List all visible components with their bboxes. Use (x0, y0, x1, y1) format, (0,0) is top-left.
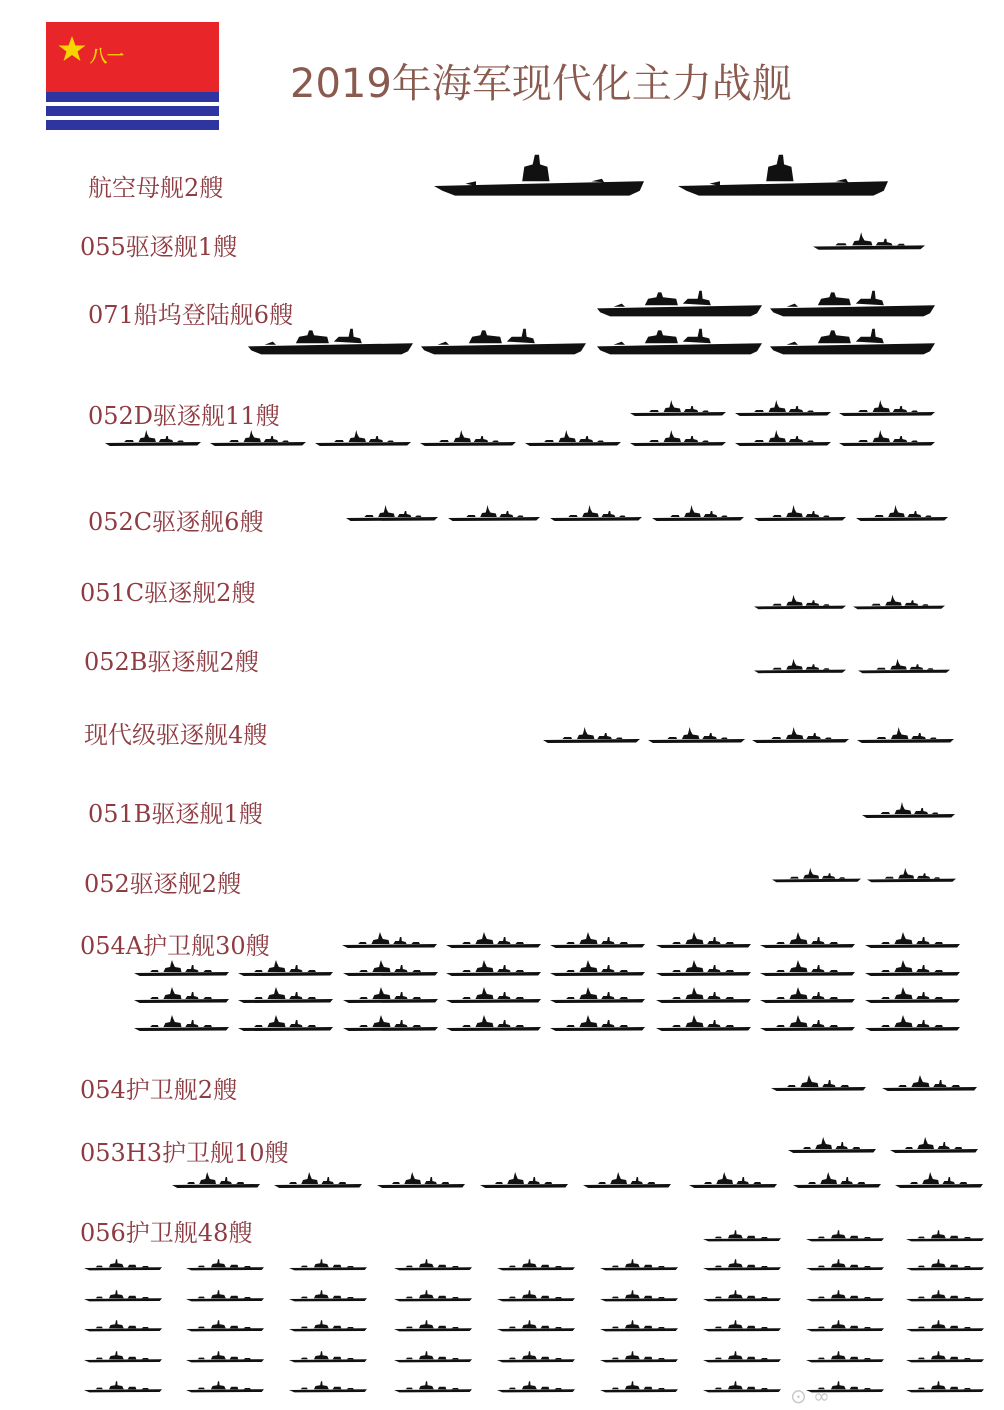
frigate-silhouette (550, 985, 645, 1005)
destroyer-silhouette (448, 503, 540, 523)
frigate-silhouette (890, 1135, 978, 1155)
corvette-silhouette (289, 1378, 367, 1394)
category-label: 052B驱逐舰2艘 (84, 648, 259, 676)
navy-flag (46, 22, 219, 132)
frigate-silhouette (446, 985, 541, 1005)
flag-red-field (46, 22, 219, 92)
corvette-silhouette (600, 1378, 678, 1394)
frigate-silhouette (342, 930, 437, 950)
destroyer-silhouette (856, 503, 948, 523)
corvette-silhouette (600, 1348, 678, 1364)
corvette-silhouette (806, 1348, 884, 1364)
corvette-silhouette (906, 1348, 984, 1364)
corvette-silhouette (186, 1348, 264, 1364)
destroyer-silhouette (550, 503, 642, 523)
landing-ship-silhouette (597, 324, 762, 356)
frigate-silhouette (550, 1013, 645, 1033)
corvette-silhouette (497, 1287, 575, 1303)
corvette-silhouette (289, 1256, 367, 1272)
corvette-silhouette (806, 1256, 884, 1272)
destroyer-silhouette (772, 866, 861, 884)
corvette-silhouette (703, 1348, 781, 1364)
frigate-silhouette (760, 985, 855, 1005)
frigate-silhouette (865, 930, 960, 950)
frigate-silhouette (583, 1170, 671, 1190)
frigate-silhouette (134, 958, 229, 978)
destroyer-silhouette (839, 428, 935, 448)
category-label: 054A护卫舰30艘 (80, 932, 270, 960)
frigate-silhouette (760, 930, 855, 950)
corvette-silhouette (806, 1287, 884, 1303)
frigate-silhouette (238, 985, 333, 1005)
frigate-silhouette (865, 985, 960, 1005)
frigate-silhouette (343, 985, 438, 1005)
frigate-silhouette (377, 1170, 465, 1190)
corvette-silhouette (289, 1287, 367, 1303)
corvette-silhouette (703, 1256, 781, 1272)
corvette-silhouette (806, 1227, 884, 1243)
frigate-silhouette (480, 1170, 568, 1190)
category-label: 052C驱逐舰6艘 (88, 508, 264, 536)
corvette-silhouette (289, 1348, 367, 1364)
destroyer-silhouette (857, 725, 954, 745)
destroyer-silhouette (543, 725, 640, 745)
frigate-silhouette (865, 1013, 960, 1033)
landing-ship-silhouette (421, 324, 586, 356)
destroyer-silhouette (525, 428, 621, 448)
corvette-silhouette (806, 1317, 884, 1333)
corvette-silhouette (703, 1378, 781, 1394)
category-label: 052驱逐舰2艘 (84, 870, 242, 898)
corvette-silhouette (906, 1378, 984, 1394)
frigate-silhouette (343, 1013, 438, 1033)
corvette-silhouette (394, 1256, 472, 1272)
frigate-silhouette (238, 958, 333, 978)
flag-stripe-blue-1 (46, 92, 219, 102)
corvette-silhouette (906, 1287, 984, 1303)
corvette-silhouette (394, 1378, 472, 1394)
corvette-silhouette (600, 1287, 678, 1303)
corvette-silhouette (186, 1256, 264, 1272)
frigate-silhouette (895, 1170, 983, 1190)
category-label: 054护卫舰2艘 (80, 1076, 238, 1104)
category-label: 071船坞登陆舰6艘 (88, 301, 294, 329)
destroyer-silhouette (652, 503, 744, 523)
frigate-silhouette (446, 930, 541, 950)
destroyer-silhouette (858, 657, 950, 675)
landing-ship-silhouette (770, 324, 935, 356)
flag-text: 八一 (90, 47, 124, 67)
page-title: 2019年海军现代化主力战舰 (290, 61, 792, 107)
frigate-silhouette (172, 1170, 260, 1190)
destroyer-silhouette (420, 428, 516, 448)
destroyer-silhouette (648, 725, 745, 745)
destroyer-silhouette (853, 593, 945, 611)
destroyer-silhouette (867, 866, 956, 884)
category-label: 051C驱逐舰2艘 (80, 579, 256, 607)
destroyer-silhouette (315, 428, 411, 448)
corvette-silhouette (186, 1287, 264, 1303)
destroyer-silhouette (210, 428, 306, 448)
frigate-silhouette (793, 1170, 881, 1190)
corvette-silhouette (703, 1317, 781, 1333)
corvette-silhouette (497, 1256, 575, 1272)
corvette-silhouette (84, 1287, 162, 1303)
destroyer-silhouette (105, 428, 201, 448)
corvette-silhouette (84, 1348, 162, 1364)
frigate-silhouette (656, 930, 751, 950)
corvette-silhouette (84, 1378, 162, 1394)
frigate-silhouette (550, 930, 645, 950)
frigate-silhouette (134, 1013, 229, 1033)
corvette-silhouette (703, 1227, 781, 1243)
category-label: 055驱逐舰1艘 (80, 233, 238, 261)
corvette-silhouette (497, 1378, 575, 1394)
corvette-silhouette (289, 1317, 367, 1333)
destroyer-silhouette (813, 230, 925, 252)
destroyer-silhouette (754, 503, 846, 523)
category-label: 053H3护卫舰10艘 (80, 1139, 289, 1167)
frigate-silhouette (865, 958, 960, 978)
frigate-silhouette (274, 1170, 362, 1190)
flag-stripe-blue-2 (46, 106, 219, 116)
category-label: 052D驱逐舰11艘 (88, 402, 280, 430)
destroyer-silhouette (754, 657, 846, 675)
frigate-silhouette (656, 958, 751, 978)
corvette-silhouette (600, 1317, 678, 1333)
destroyer-silhouette (630, 428, 726, 448)
frigate-silhouette (238, 1013, 333, 1033)
destroyer-silhouette (735, 428, 831, 448)
destroyer-silhouette (862, 800, 955, 820)
corvette-silhouette (186, 1317, 264, 1333)
destroyer-silhouette (735, 398, 831, 418)
destroyer-silhouette (346, 503, 438, 523)
corvette-silhouette (906, 1227, 984, 1243)
corvette-silhouette (497, 1348, 575, 1364)
destroyer-silhouette (839, 398, 935, 418)
corvette-silhouette (703, 1287, 781, 1303)
frigate-silhouette (134, 985, 229, 1005)
corvette-silhouette (497, 1317, 575, 1333)
frigate-silhouette (656, 985, 751, 1005)
corvette-silhouette (394, 1317, 472, 1333)
corvette-silhouette (906, 1256, 984, 1272)
corvette-silhouette (394, 1348, 472, 1364)
category-label: 航空母舰2艘 (88, 174, 224, 202)
category-label: 056护卫舰48艘 (80, 1219, 253, 1247)
frigate-silhouette (771, 1073, 866, 1093)
destroyer-silhouette (630, 398, 726, 418)
category-label: 现代级驱逐舰4艘 (84, 721, 268, 749)
frigate-silhouette (343, 958, 438, 978)
aircraft-carrier-silhouette (678, 150, 888, 198)
frigate-silhouette (882, 1073, 977, 1093)
landing-ship-silhouette (597, 286, 762, 318)
destroyer-silhouette (752, 725, 849, 745)
corvette-silhouette (186, 1378, 264, 1394)
corvette-silhouette (906, 1317, 984, 1333)
frigate-silhouette (760, 958, 855, 978)
category-label: 051B驱逐舰1艘 (88, 800, 263, 828)
landing-ship-silhouette (770, 286, 935, 318)
frigate-silhouette (446, 958, 541, 978)
corvette-silhouette (600, 1256, 678, 1272)
flag-stripe-blue-3 (46, 120, 219, 130)
weibo-watermark: ⊙ ∞ (790, 1384, 830, 1408)
frigate-silhouette (788, 1135, 876, 1155)
frigate-silhouette (760, 1013, 855, 1033)
aircraft-carrier-silhouette (434, 150, 644, 198)
frigate-silhouette (550, 958, 645, 978)
corvette-silhouette (84, 1256, 162, 1272)
corvette-silhouette (394, 1287, 472, 1303)
corvette-silhouette (84, 1317, 162, 1333)
frigate-silhouette (656, 1013, 751, 1033)
frigate-silhouette (446, 1013, 541, 1033)
destroyer-silhouette (754, 593, 846, 611)
frigate-silhouette (689, 1170, 777, 1190)
